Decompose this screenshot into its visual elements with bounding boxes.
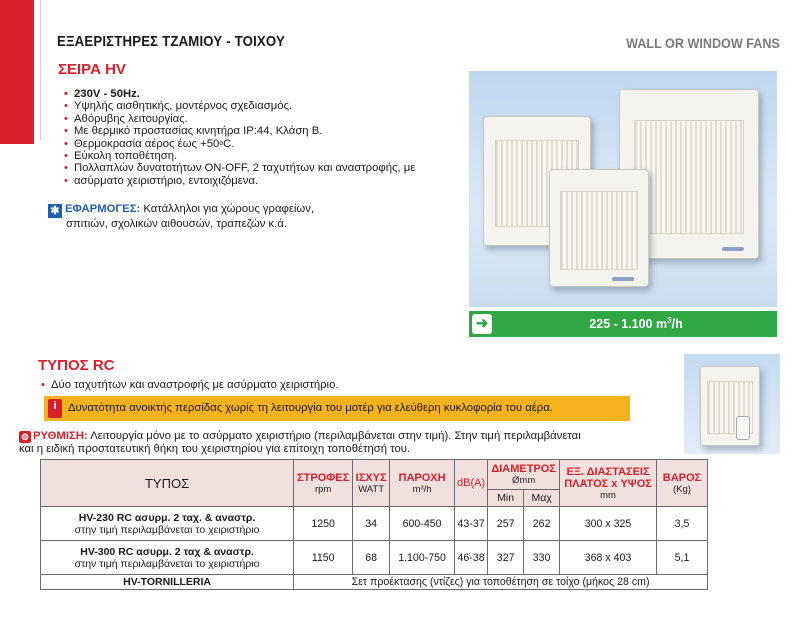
adjustment-note — [19, 430, 679, 456]
min-cell: 257 — [488, 507, 524, 541]
remote-fan-photo — [684, 354, 780, 454]
red-side-tab — [0, 0, 34, 144]
max-cell: 330 — [524, 541, 560, 575]
fan-image-small-front — [549, 169, 649, 287]
db-cell: 46-38 — [455, 541, 488, 575]
info-text: Δυνατότητα ανοικτής περσίδας χωρίς τη λειτουργία του μοτέρ για ελεύθερη κυκλοφορία του αέρα. — [68, 402, 553, 414]
product-photo — [469, 71, 777, 307]
page-title: ΕΞΑΕΡΙΣΤΗΡΕΣ ΤΖΑΜΙΟΥ - ΤΟΙΧΟΥ — [57, 33, 285, 50]
feature-item-continued — [64, 175, 459, 187]
gear-icon: ⚙ — [20, 432, 30, 442]
col-diameter-min: Min — [488, 490, 524, 507]
power-cell: 34 — [353, 507, 390, 541]
adjustment-text: Λειτουργία μόνο με το ασύρματο χειριστήριο (περιλαμβάνεται στην τιμή). Στην τιμή περιλαμβάνεται — [90, 430, 581, 442]
feature-item-temperature — [64, 138, 459, 150]
table-row — [41, 541, 708, 575]
feature-list — [64, 88, 459, 187]
accessory-model-cell: HV-TORNILLERIA — [41, 575, 294, 590]
weight-cell: 5,1 — [656, 541, 707, 575]
page-title-english: WALL OR WINDOW FANS — [626, 35, 780, 51]
remote-control-image — [736, 416, 750, 440]
airflow-arrow-icon: ➜ — [472, 314, 492, 334]
feature-item: • Πολλαπλών δυνατοτήτων ON-OFF, 2 ταχυτήτων και αναστροφής, με — [64, 162, 459, 174]
table-row — [41, 507, 708, 541]
adjustment-text-line2: και η ειδική προστατευτική θήκη του χειριστηρίου για επίτοιχη τοποθέτησή του. — [19, 443, 411, 455]
info-icon: i — [48, 399, 62, 418]
applications-text: Κατάλληλοι για χώρους γραφείων, — [143, 203, 314, 215]
divider-line — [40, 0, 41, 140]
type-bullet-text: Δύο ταχυτήτων και αναστροφής με ασύρματο χειριστήριο. — [50, 379, 339, 391]
weight-cell: 3,5 — [656, 507, 707, 541]
flow-cell: 600-450 — [390, 507, 455, 541]
type-title: ΤΥΠΟΣ RC — [38, 357, 115, 374]
rpm-cell: 1150 — [294, 541, 353, 575]
spec-table — [40, 459, 708, 590]
max-cell: 262 — [524, 507, 560, 541]
type-bullet: • Δύο ταχυτήτων και αναστροφής με ασύρματο χειριστήριο. — [41, 379, 339, 391]
col-power: ΙΣΧΥΣ WATT — [353, 460, 390, 507]
feature-continued-text: ασύρματο χειριστήριο, εντοιχιζόμενα. — [74, 174, 259, 187]
fan-image-rc — [700, 366, 760, 446]
temperature-text: Θερμοκρασία αέρος έως +50 — [74, 137, 220, 150]
col-dimensions: ΕΞ. ΔΙΑΣΤΑΣΕΙΣ ΠΛΑΤΟΣ x ΥΨΟΣ mm — [560, 460, 657, 507]
feature-item: • 230V - 50Hz. — [64, 88, 459, 100]
col-diameter: ΔΙΑΜΕΤΡΟΣ Ømm — [488, 460, 560, 490]
applications-text-line2: σπιτιών, σχολικών αιθουσών, τραπεζών κ.ά. — [66, 218, 287, 230]
col-rpm: ΣΤΡΟΦΕΣ rpm — [294, 460, 353, 507]
applications-label: ΕΦΑΡΜΟΓΕΣ: — [65, 203, 141, 215]
db-cell: 43-37 — [455, 507, 488, 541]
rpm-cell: 1250 — [294, 507, 353, 541]
feature-item: • Αθόρυβης λειτουργίας. — [64, 113, 459, 125]
feature-item: • Υψηλής αισθητικής, μοντέρνος σχεδιασμός. — [64, 100, 459, 112]
adjustment-label: ΡΥΘΜΙΣΗ: — [33, 430, 88, 442]
col-diameter-max: Μαχ — [524, 490, 560, 507]
flow-cell: 1.100-750 — [390, 541, 455, 575]
degree-mark: o — [219, 139, 224, 147]
airflow-range-text: 225 - 1.100 $m^3/h$ — [589, 316, 683, 332]
feature-item: • Εύκολη τοποθέτηση. — [64, 150, 459, 162]
model-cell: HV-230 RC ασυρμ. 2 ταχ. & αναστρ. στην τιμή περιλαμβάνεται το χειριστήριο — [41, 507, 294, 541]
table-row-accessory — [41, 575, 708, 590]
accessory-description-cell: Σετ προέκτασης (ντίζες) για τοποθέτηση σε τοίχο (μήκος 28 cm) — [294, 575, 708, 590]
min-cell: 327 — [488, 541, 524, 575]
col-weight: ΒΑΡΟΣ (Kg) — [656, 460, 707, 507]
dimensions-cell: 368 x 403 — [560, 541, 657, 575]
col-db: dB(A) — [455, 460, 488, 507]
applications-note — [48, 203, 468, 231]
feature-item: • Με θερμικό προστασίας κινητήρα IP:44, Κλάση Β. — [64, 125, 459, 137]
temperature-unit: C. — [223, 137, 235, 150]
airflow-range-bar — [469, 311, 777, 337]
snowflake-icon: ✱ — [48, 204, 62, 218]
col-type: ΤΥΠΟΣ — [41, 460, 294, 507]
info-box — [44, 396, 630, 421]
dimensions-cell: 300 x 325 — [560, 507, 657, 541]
series-title: ΣΕΙΡΑ HV — [58, 61, 126, 78]
model-cell: HV-300 RC ασυρμ. 2 ταχ & αναστρ. στην τιμή περιλαμβάνεται το χειριστήριο — [41, 541, 294, 575]
col-flow: ΠΑΡΟΧΗ m³/h — [390, 460, 455, 507]
power-cell: 68 — [353, 541, 390, 575]
